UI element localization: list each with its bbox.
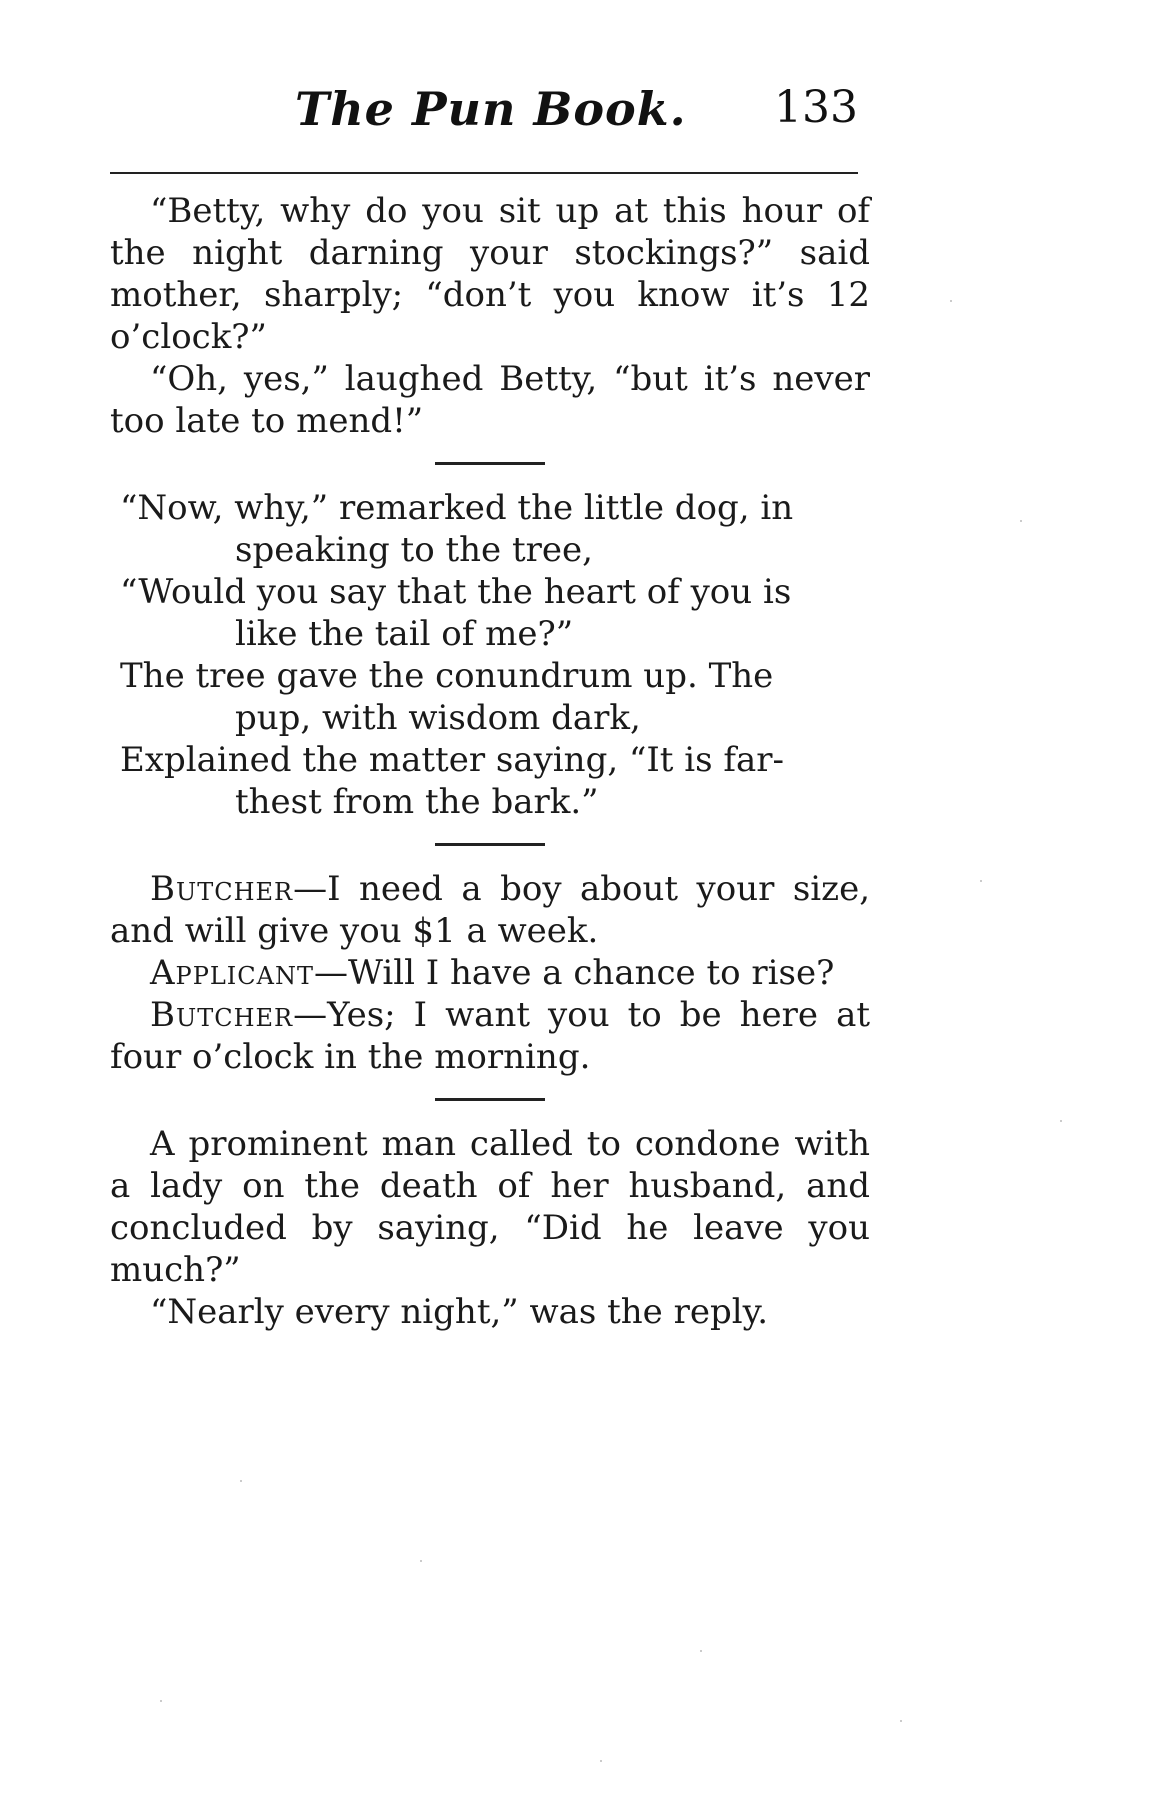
dialogue-line [110,868,870,952]
speaker-name: Butcher [150,869,294,909]
running-title: The Pun Book. [295,82,687,136]
paper-speck [240,1480,242,1482]
joke-widow [110,1123,870,1333]
paper-speck [980,880,982,882]
paper-speck [1020,520,1022,522]
verse-line: “Would you say that the heart of you is [120,572,792,612]
joke-paragraph: “Oh, yes,” laughed Betty, “but it’s never too late to mend!” [110,359,870,441]
dialogue-text: —I need a boy about your size, and will give you $1 a week. [110,869,870,951]
joke-paragraph: “Nearly every night,” was the reply. [150,1292,769,1332]
speaker-name: Applicant [150,953,314,993]
page-header [110,82,858,174]
paper-speck [950,300,952,302]
joke-paragraph: A prominent man called to condone with a lady on the death of her husband, and concluded by saying, “Did he leave you much?” [110,1124,870,1290]
dialogue-line [110,994,870,1078]
section-divider [435,843,545,846]
page-body [110,190,870,1333]
verse-line: Explained the matter saying, “It is far- [120,740,784,780]
paper-speck [420,1560,422,1562]
paper-speck [1060,1120,1062,1122]
joke-butcher [110,868,870,1078]
joke-paragraph: “Betty, why do you sit up at this hour of the night darning your stockings?” said mother, sharply; “don’t you know it’s 12 o’clock?” [110,191,870,357]
verse-line: like the tail of me?” [235,614,574,654]
page-number: 133 [774,82,858,133]
verse-line: speaking to the tree, [235,530,593,570]
verse-line: pup, with wisdom dark, [235,698,641,738]
paper-speck [160,1700,162,1702]
verse-line: “Now, why,” remarked the little dog, in [120,488,794,528]
verse-line: The tree gave the conundrum up. The [120,656,774,696]
speaker-name: Butcher [150,995,294,1035]
paper-speck [600,1760,602,1762]
dialogue-text: —Will I have a chance to rise? [313,953,835,993]
section-divider [435,462,545,465]
joke-dog-verse [120,487,870,823]
paper-speck [900,1720,902,1722]
paper-speck [700,1650,702,1652]
dialogue-line [110,952,870,994]
dialogue-text: —Yes; I want you to be here at four o’clock in the morning. [110,995,870,1077]
joke-betty [110,190,870,442]
verse-line: thest from the bark.” [235,782,599,822]
section-divider [435,1098,545,1101]
